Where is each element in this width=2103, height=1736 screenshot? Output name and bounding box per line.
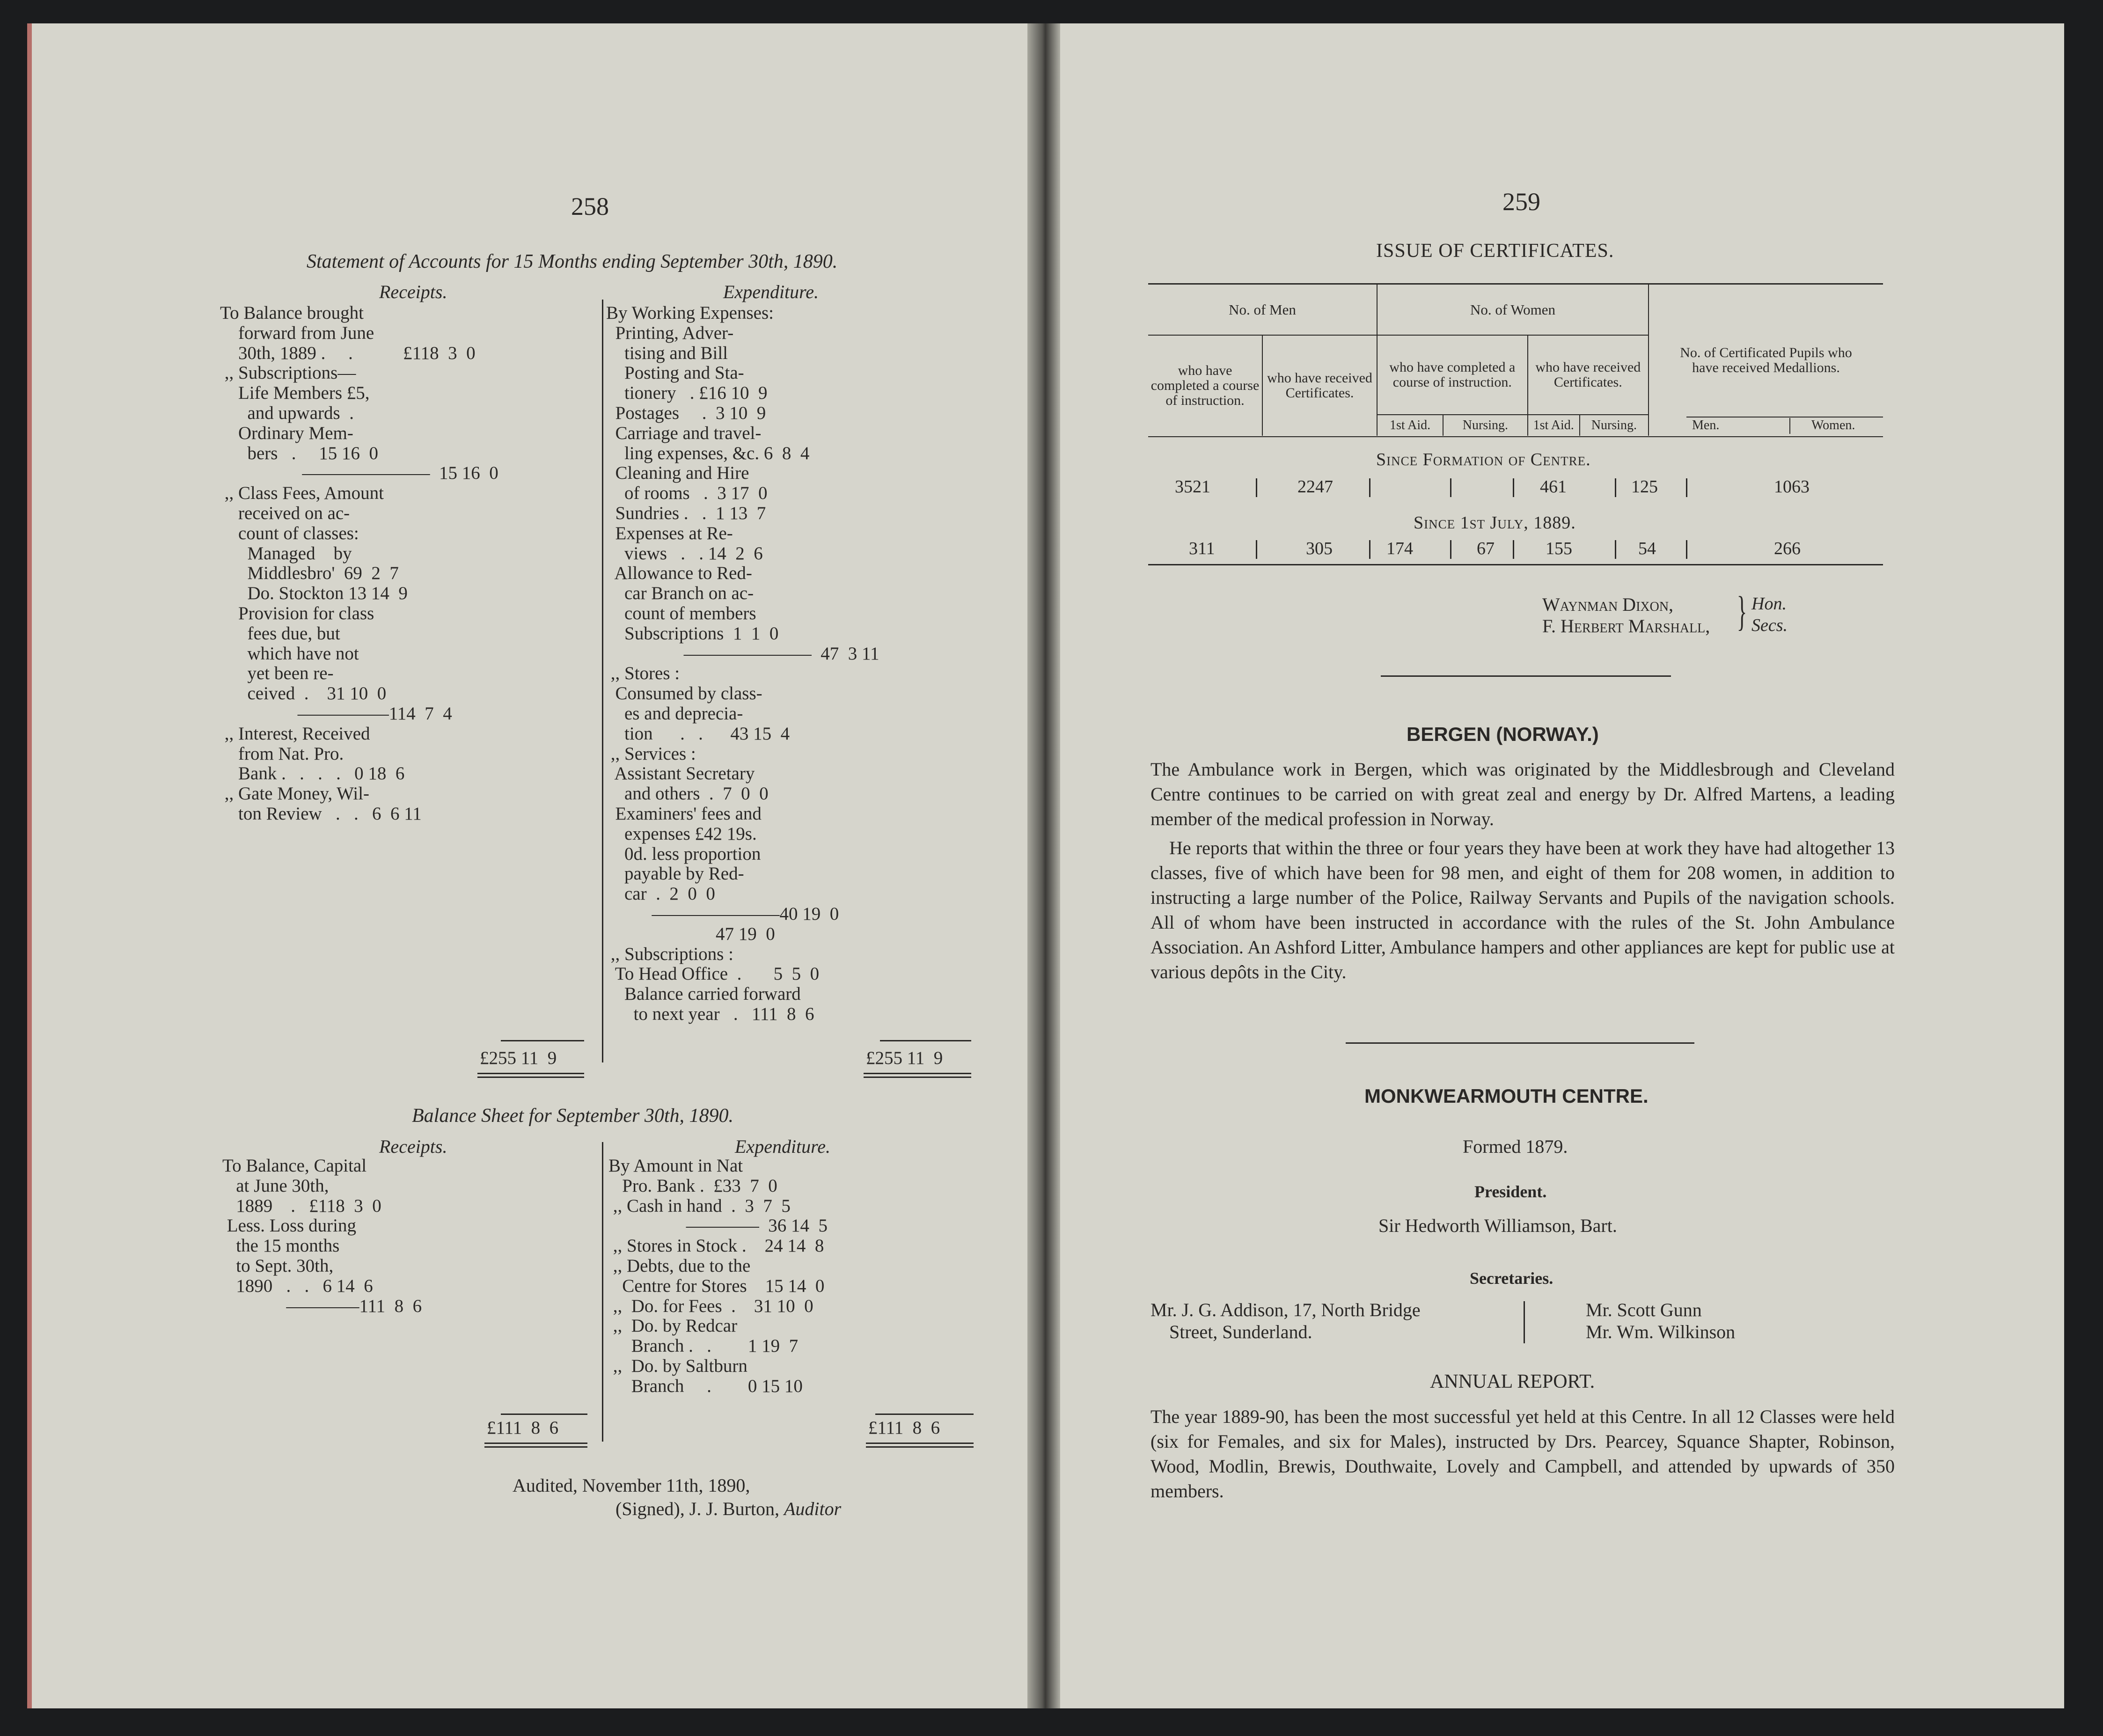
accounts-total-expenditure: £255 11 9 [866, 1048, 943, 1068]
receipts-heading: Receipts. [379, 281, 447, 302]
secretary-addison-line2: Street, Sunderland. [1169, 1321, 1312, 1342]
certificates-title: ISSUE OF CERTIFICATES. [1376, 240, 1614, 262]
annual-report-paragraph: The year 1889-90, has been the most successful yet held at this Centre. In all 12 Classes were held (six for Females, and six for Males), instructed by Drs. Pearcey, Squance Shapter, Robinson, Wood, Modlin, Brewis, Douthwaite, Lovely and Campbell, and attended by upwards of 350 members. [1150, 1406, 1895, 1502]
secs-label: Secs. [1751, 615, 1788, 635]
double-rule [864, 1073, 971, 1074]
president-heading: President. [1474, 1182, 1547, 1201]
row2-women-completed-first-aid: 174 [1386, 539, 1413, 558]
men-completed-header: who have completed a course of instruction. [1148, 335, 1262, 436]
balance-total-receipts: £111 8 6 [487, 1418, 559, 1438]
bergen-paragraph-1: The Ambulance work in Bergen, which was originated by the Middlesbrough and Cleveland Centre continues to be carried on with great zeal and energy by Dr. Alfred Martens, a leading member of the medical profession in Norway. [1150, 759, 1895, 829]
women-completed-nursing: Nursing. [1443, 415, 1527, 436]
page-number-left: 258 [571, 192, 609, 220]
medallions-sub-rule [1686, 417, 1883, 418]
receipts-column: To Balance brought forward from June 30th, 1889 . . £118 3 0 ,, Subscriptions— Life Members £5, and upwards . Ordinary Mem- bers . 15 16 0 ——————— 15 16 0 ,, Class Fees, Amount received on ac- count of classes: Managed by Middlesbro' 69 2 7 Do. Stockton 13 14 9 Provision for class fees due, but which have not yet been re- ceived . 31 10 0 —————114 7 4 ,, Interest, Received from Nat. Pro. Bank . . . . 0 18 6 ,, Gate Money, Wil- ton Review . . 6 6 11 [220, 303, 498, 824]
women-completed-header: who have completed a course of instruction. [1377, 335, 1528, 415]
table-header-rule [1148, 436, 1883, 437]
page-number-right: 259 [1502, 188, 1540, 216]
row2-sep [1450, 540, 1451, 559]
balance-column-divider [602, 1142, 603, 1442]
formed-line: Formed 1879. [1463, 1136, 1568, 1157]
hon-label: Hon. [1751, 594, 1787, 614]
row2-sep [1513, 540, 1514, 559]
bergen-title: BERGEN (NORWAY.) [1407, 723, 1599, 745]
women-header: No. of Women [1377, 285, 1649, 335]
row1-sep [1369, 478, 1370, 497]
secretary-wilkinson: Mr. Wm. Wilkinson [1586, 1321, 1736, 1342]
double-rule [477, 1073, 584, 1074]
secretaries-divider [1524, 1301, 1525, 1343]
double-rule [866, 1443, 974, 1444]
secretary-gunn: Mr. Scott Gunn [1586, 1299, 1702, 1320]
row2-sep [1369, 540, 1370, 559]
total-rule [875, 1414, 974, 1415]
certificates-table [1148, 285, 1883, 436]
accounts-total-receipts: £255 11 9 [480, 1048, 557, 1068]
men-received-header: who have received Certificates. [1262, 335, 1377, 436]
expenditure-heading: Expenditure. [723, 281, 819, 302]
row1-women-received-first-aid: 461 [1540, 477, 1567, 497]
women-completed-first-aid: 1st Aid. [1377, 415, 1443, 436]
double-rule [484, 1443, 587, 1444]
secretary-addison-line1: Mr. J. G. Addison, 17, North Bridge [1150, 1299, 1421, 1320]
row1-sep [1450, 478, 1451, 497]
row1-sep [1513, 478, 1514, 497]
left-page [27, 23, 1041, 1708]
row1-sep [1256, 478, 1257, 497]
row2-women-completed-nursing: 67 [1477, 539, 1495, 558]
balance-total-expenditure: £111 8 6 [868, 1418, 940, 1438]
women-received-first-aid: 1st Aid. [1528, 415, 1580, 436]
balance-expenditure-column: By Amount in Nat Pro. Bank . £33 7 0 ,, Cash in hand . 3 7 5 ———— 36 14 5 ,, Stores in Stock . 24 14 8 ,, Debts, due to the Centre for Stores 15 14 0 ,, Do. for Fees . 31 10 0 ,, Do. by Redcar Branch . . 1 19 7 ,, Do. by Saltburn Branch . 0 15 10 [608, 1156, 828, 1396]
row1-sep [1686, 478, 1687, 497]
medallions-header: No. of Certificated Pupils who have received Medallions. [1680, 344, 1852, 375]
since-july-label: Since 1st July, 1889. [1414, 513, 1576, 533]
women-received-nursing: Nursing. [1580, 415, 1649, 436]
section-divider [1346, 1042, 1694, 1044]
row1-men-received: 2247 [1297, 477, 1333, 497]
row2-men-received: 305 [1306, 539, 1333, 558]
total-rule [501, 1040, 584, 1041]
row2-medallions: 266 [1774, 539, 1801, 558]
president-name: Sir Hedworth Williamson, Bart. [1378, 1215, 1617, 1236]
column-divider [602, 300, 603, 1062]
double-rule [477, 1077, 584, 1078]
row1-women-received-nursing: 125 [1631, 477, 1658, 497]
monkwearmouth-title: MONKWEARMOUTH CENTRE. [1364, 1085, 1649, 1107]
since-formation-label: Since Formation of Centre. [1376, 450, 1591, 469]
balance-receipts-heading: Receipts. [379, 1136, 447, 1157]
signed-line: (Signed), J. J. Burton, [616, 1498, 779, 1519]
row1-men-completed: 3521 [1175, 477, 1210, 497]
row1-sep [1615, 478, 1616, 497]
signature-marshall: F. Herbert Marshall, [1542, 615, 1710, 637]
signature-brace: } [1737, 588, 1747, 635]
medallions-women-sub: Women. [1811, 418, 1855, 432]
double-rule [484, 1446, 587, 1448]
section-divider [1381, 675, 1671, 677]
balance-receipts-column: To Balance, Capital at June 30th, 1889 . £118 3 0 Less. Loss during the 15 months to Sept. 30th, 1890 . . 6 14 6 ————111 8 6 [222, 1156, 422, 1316]
row2-women-received-first-aid: 155 [1546, 539, 1572, 558]
row2-men-completed: 311 [1189, 539, 1215, 558]
row2-sep [1256, 540, 1257, 559]
bergen-paragraph-2: He reports that within the three or four years they have been at work they have had altogether 13 classes, five of which have been for 98 men, and eight of them for 208 women, in addition to instructing a large number of the Police, Railway Servants and Pupils of the navigation schools. All of whom have been instructed in accordance with the rules of the St. John Ambulance Association. An Ashford Litter, Ambulance hampers and other appliances are kept for public use at various depôts in the City. [1150, 837, 1895, 982]
women-received-header: who have received Certificates. [1528, 335, 1649, 415]
balance-expenditure-heading: Expenditure. [735, 1136, 831, 1157]
signature-dixon: Waynman Dixon, [1542, 594, 1674, 615]
accounts-title: Statement of Accounts for 15 Months ending September 30th, 1890. [307, 251, 838, 272]
book-gutter [1027, 23, 1060, 1708]
row2-women-received-nursing: 54 [1638, 539, 1656, 558]
annual-report-title: ANNUAL REPORT. [1430, 1371, 1595, 1392]
row2-sep [1615, 540, 1616, 559]
audited-line: Audited, November 11th, 1890, [513, 1475, 750, 1496]
secretaries-heading: Secretaries. [1470, 1269, 1553, 1288]
double-rule [864, 1077, 971, 1078]
table-bottom-rule [1148, 564, 1883, 565]
medallions-men-sub: Men. [1692, 418, 1720, 432]
balance-title: Balance Sheet for September 30th, 1890. [412, 1105, 734, 1127]
total-rule [501, 1414, 587, 1415]
total-rule [880, 1040, 971, 1041]
expenditure-column: By Working Expenses: Printing, Adver- tising and Bill Posting and Sta- tionery . £16 10 9 Postages . 3 10 9 Carriage and travel- ling expenses, &c. 6 8 4 Cleaning and Hire of rooms . 3 17 0 Sundries . . 1 13 7 Expenses at Re- views . . 14 2 6 Allowance to Red- car Branch on ac- count of members Subscriptions 1 1 0 ——————— 47 3 11 ,, Stores : Consumed by class- es and deprecia- tion . . 43 15 4 ,, Services : Assistant Secretary and others . 7 0 0 Examiners' fees and expenses £42 19s. 0d. less proportion payable by Red- car . 2 0 0 ———————40 19 0 47 19 0 ,, Subscriptions : To Head Office . 5 5 0 Balance carried forward to next year . 111 8 6 [606, 303, 879, 1024]
men-header: No. of Men [1148, 285, 1377, 335]
medallions-sub-divider [1789, 418, 1790, 434]
double-rule [866, 1446, 974, 1448]
row2-sep [1686, 540, 1687, 559]
row1-medallions: 1063 [1774, 477, 1810, 497]
auditor-label: Auditor [784, 1498, 842, 1519]
